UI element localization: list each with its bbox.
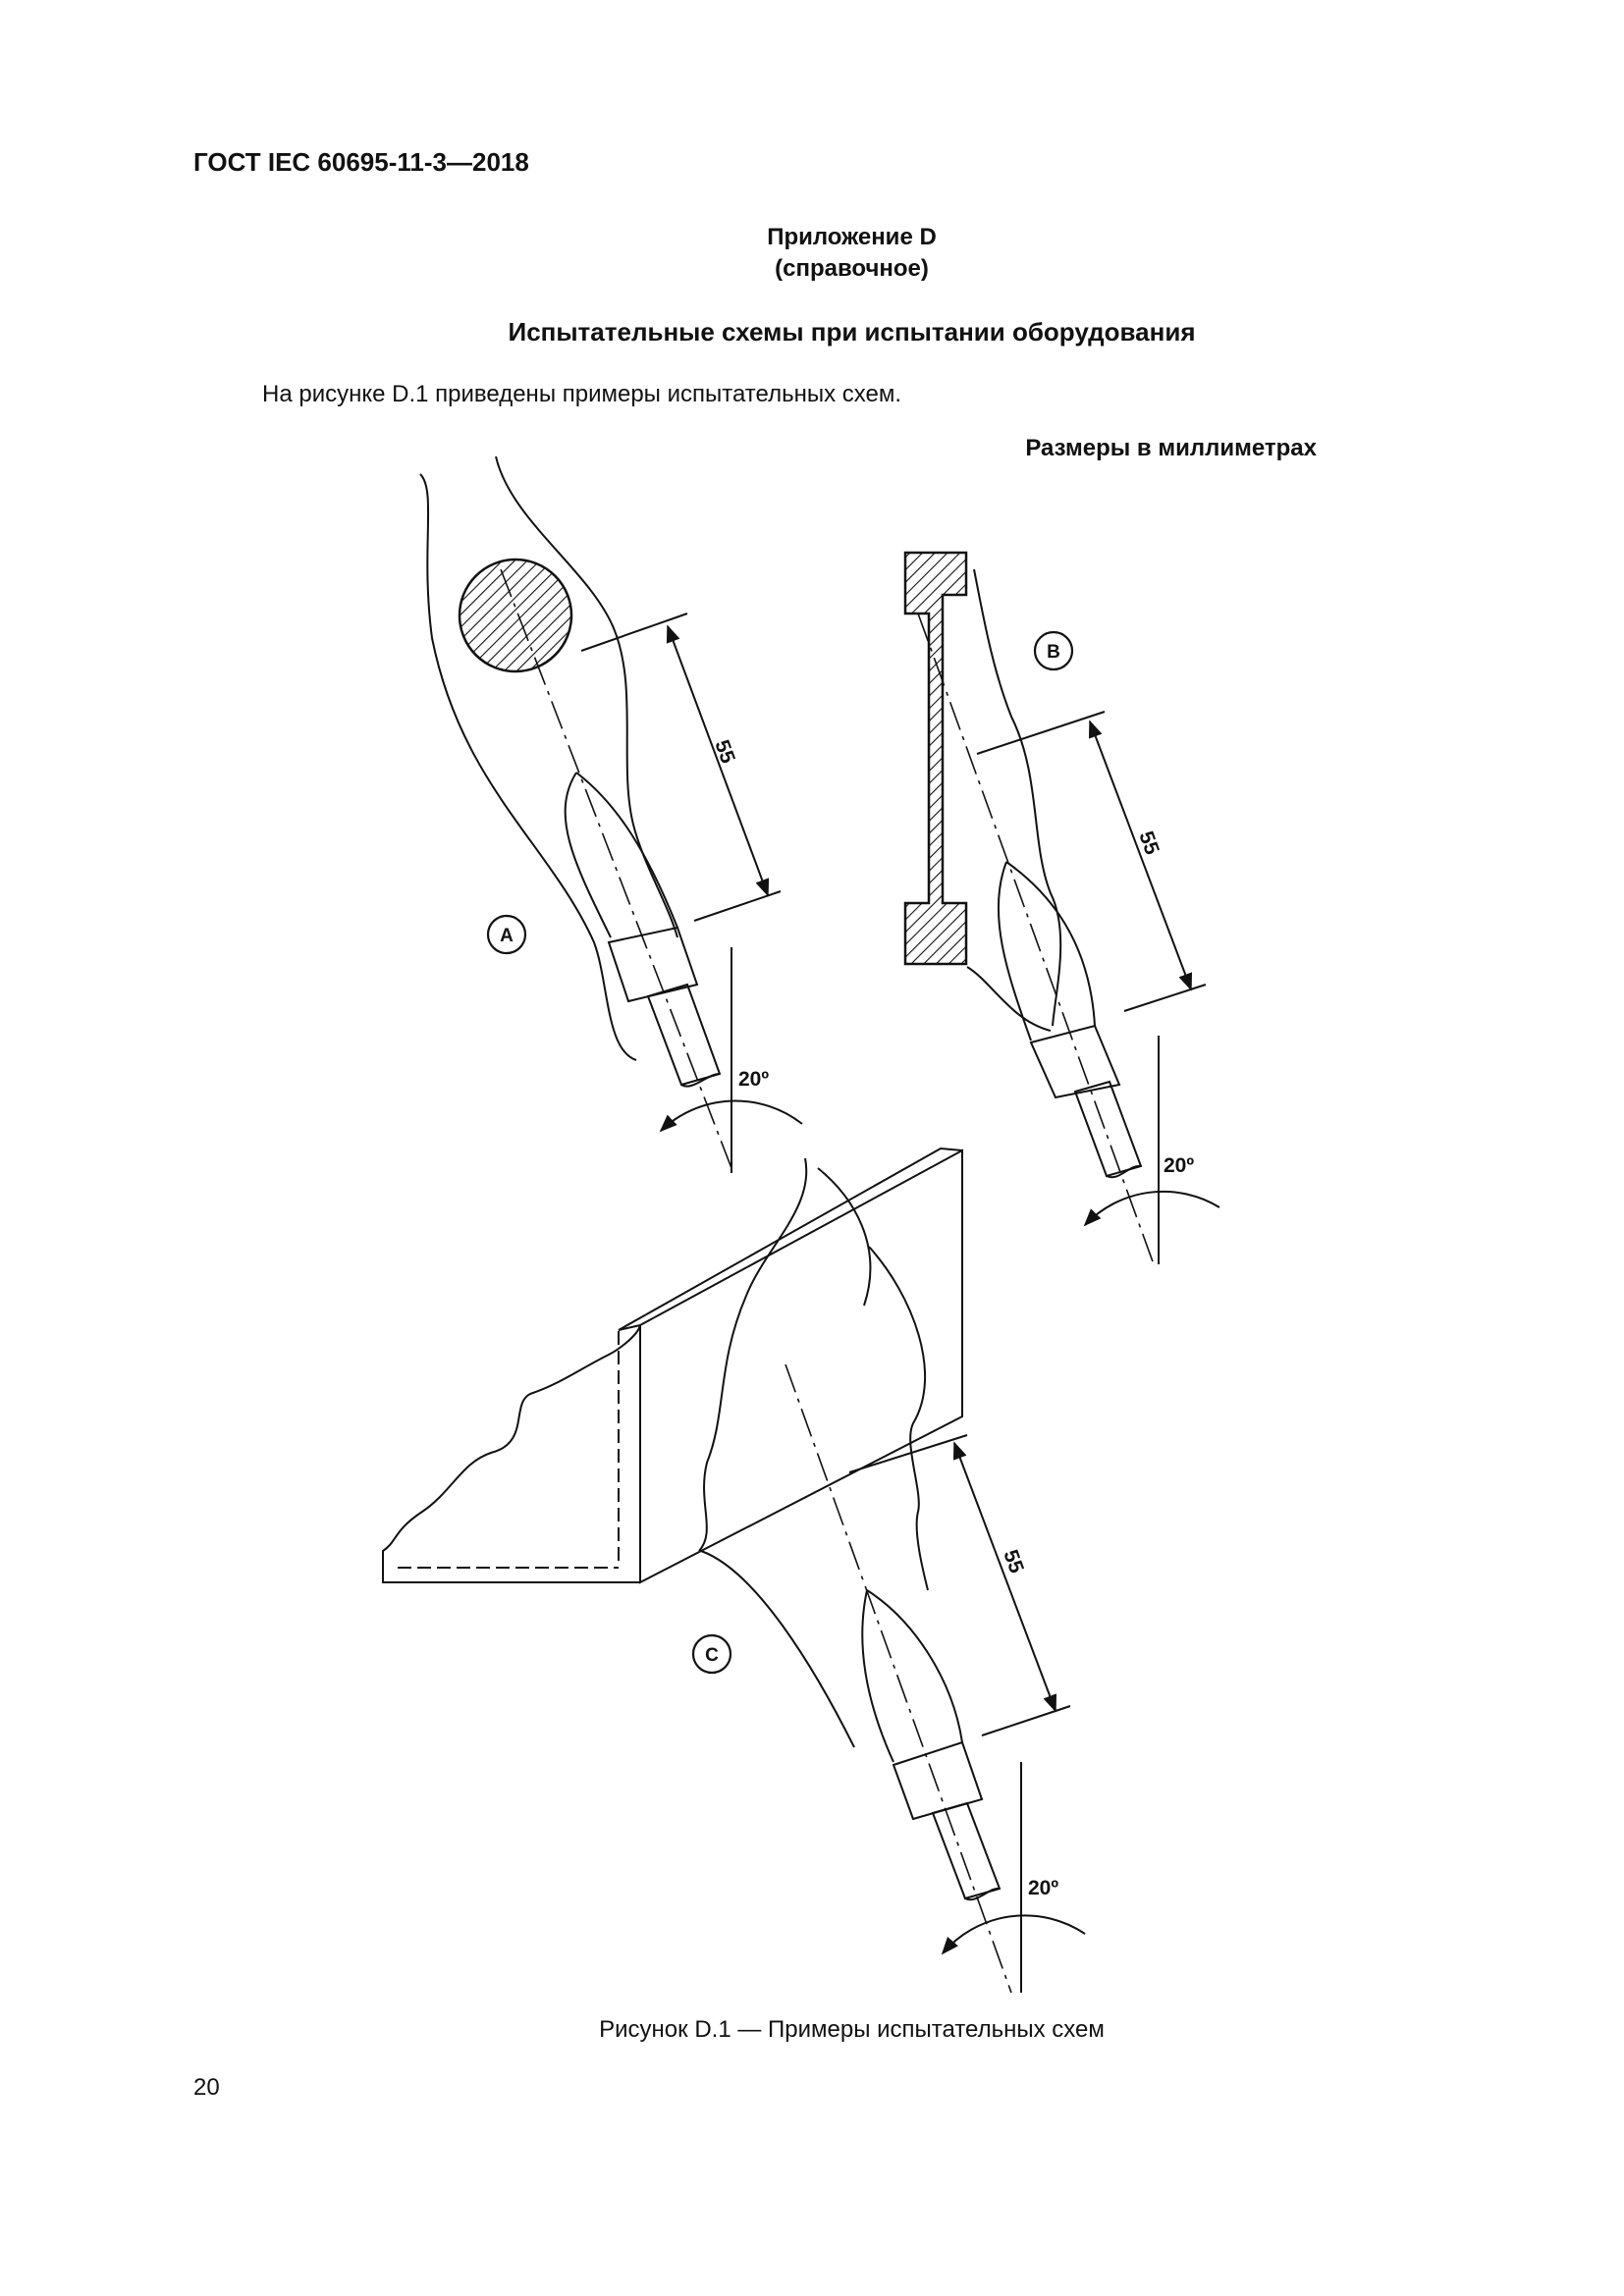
section-title: Испытательные схемы при испытании оборудования bbox=[508, 317, 1196, 347]
variant-c-flame-outline-left bbox=[699, 1158, 806, 1551]
variant-c-angle-arc bbox=[943, 1915, 1085, 1953]
variant-b-angle-value: 20º bbox=[1164, 1154, 1195, 1177]
variant-b-burner-collar bbox=[1031, 1026, 1119, 1097]
variant-b-dimension-value: 55 bbox=[1134, 828, 1164, 858]
variant-a-inner-cone bbox=[566, 773, 677, 937]
figure-caption: Рисунок D.1 — Примеры испытательных схем bbox=[599, 2016, 1105, 2043]
variant-a-dim-extension-top bbox=[581, 614, 687, 651]
variant-b-burner-tube bbox=[1075, 1082, 1141, 1176]
variant-c-flame-outline-right bbox=[818, 1168, 870, 1306]
variant-c-label: C bbox=[705, 1645, 719, 1666]
variant-c-plate-front-face bbox=[640, 1150, 962, 1582]
variant-a-dim-extension-bottom bbox=[694, 891, 781, 921]
variant-a-dimension-value: 55 bbox=[710, 736, 739, 767]
units-note: Размеры в миллиметрах bbox=[1025, 435, 1317, 461]
annex-type: (справочное) bbox=[775, 255, 929, 282]
variant-b-dim-extension-top bbox=[977, 712, 1105, 754]
variant-a-burner-axis bbox=[501, 569, 731, 1168]
variant-a-burner-collar bbox=[609, 928, 697, 1001]
page-number: 20 bbox=[193, 2074, 220, 2101]
variant-b-dimension-line bbox=[1090, 721, 1191, 989]
variant-c-plate-top-edge bbox=[619, 1148, 962, 1330]
variant-c-inner-cone bbox=[862, 1590, 962, 1762]
annex-title: Приложение D bbox=[767, 224, 937, 250]
variant-c-flame-outline-outer bbox=[869, 1247, 928, 1590]
intro-paragraph: На рисунке D.1 приведены примеры испытательных схем. bbox=[262, 381, 901, 407]
variant-b-channel-specimen bbox=[905, 553, 966, 964]
variant-c-dim-extension-bottom bbox=[982, 1706, 1070, 1735]
variant-a-angle-value: 20º bbox=[738, 1068, 770, 1091]
variant-c-dimension-value: 55 bbox=[999, 1546, 1028, 1576]
variant-a-label: A bbox=[500, 926, 514, 946]
variant-c-broken-edge bbox=[383, 1325, 640, 1582]
variant-b-inner-cone bbox=[999, 862, 1095, 1041]
document-code-header: ГОСТ IEC 60695-11-3—2018 bbox=[193, 147, 529, 177]
variant-b-angle-arc bbox=[1085, 1192, 1219, 1225]
variant-c-dim-extension-top bbox=[849, 1435, 967, 1472]
variant-c-dimension-line bbox=[954, 1443, 1056, 1711]
variant-b-flame-outline-left bbox=[967, 967, 1051, 1031]
variant-a-round-specimen bbox=[460, 560, 571, 671]
variant-b-dim-extension-bottom bbox=[1124, 985, 1206, 1011]
variant-b-label: B bbox=[1047, 642, 1060, 663]
variant-a-burner-tube bbox=[648, 985, 720, 1085]
variant-c-angle-value: 20º bbox=[1028, 1877, 1059, 1899]
variant-a-diagram bbox=[420, 456, 802, 1173]
variant-c-burner-tube bbox=[933, 1803, 1000, 1898]
variant-c-diagram bbox=[383, 1148, 1085, 1993]
variant-b-diagram bbox=[905, 553, 1219, 1264]
